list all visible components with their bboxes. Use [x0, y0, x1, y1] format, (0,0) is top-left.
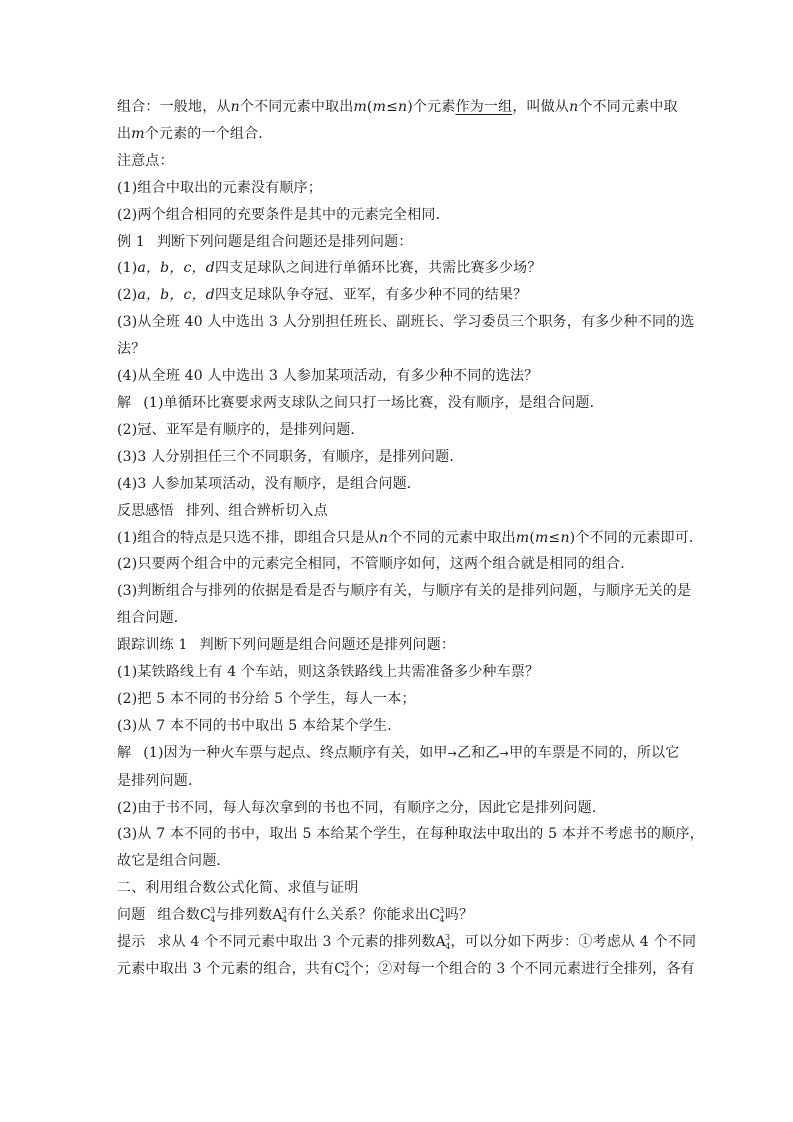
practice-1-heading — [117, 632, 682, 659]
text: 元素中取出 3 个元素的组合，共有 — [117, 961, 335, 977]
hint-line-2 — [117, 956, 695, 983]
example-1-q1 — [117, 255, 682, 282]
solution-label: 解 — [117, 744, 132, 761]
text: (2) — [117, 287, 138, 304]
text: 出 — [117, 125, 132, 142]
text: (1) — [117, 260, 138, 277]
le-symbol: ≤ — [386, 99, 399, 115]
text: 个元素 — [412, 99, 456, 115]
var-m: m — [515, 529, 530, 546]
hint-label: 提示 — [117, 934, 146, 951]
question-label: 问题 — [117, 907, 146, 924]
example-label: 例 1 — [117, 233, 145, 250]
notes-item-2: (2)两个组合相同的充要条件是其中的元素完全相同． — [117, 206, 450, 223]
text: 甲的车票是不同的，所以它 — [509, 744, 680, 761]
var-n: n — [560, 529, 570, 546]
var-n: n — [398, 99, 408, 115]
text: 求从 4 个不同元素中取出 3 个元素的排列数 — [157, 934, 436, 951]
var-m: m — [535, 529, 549, 546]
text: ( — [529, 529, 536, 546]
practice-1-p1: (1)某铁路线上有 4 个车站，则这条铁路线上共需准备多少种车票？ — [117, 664, 540, 681]
solution-2-s2: (2)由于书不同，每人每次拿到的书也不同，有顺序之分，因此它是排列问题． — [117, 799, 607, 816]
reflection-heading — [117, 498, 682, 525]
text: 个不同的元素即可． — [575, 529, 704, 546]
text: 个不同元素中取出 — [239, 99, 354, 115]
reflection-r2: (2)只要两个组合中的元素完全相同，不管顺序如何，这两个组合就是相同的组合． — [117, 556, 635, 573]
team-vars: a，b，c，d — [137, 287, 215, 304]
le-symbol: ≤ — [548, 529, 561, 546]
var-m: m — [372, 99, 387, 115]
notes-item-1: (1)组合中取出的元素没有顺序； — [117, 179, 323, 196]
reflection-title: 排列、组合辨析切入点 — [185, 502, 328, 519]
text: (1)单循环比赛要求两支球队之间只打一场比赛，没有顺序，是组合问题． — [143, 394, 604, 411]
var-m: m — [353, 99, 367, 115]
section-2-title: 二、利用组合数公式化简、求值与证明 — [117, 880, 359, 897]
text: 四支足球队之间进行单循环比赛，共需比赛多少场？ — [214, 260, 542, 277]
text: 有什么关系？你能求出 — [287, 907, 430, 924]
team-vars: a，b，c，d — [137, 260, 215, 277]
example-1-q2 — [117, 282, 682, 309]
definition-line-1 — [117, 94, 682, 121]
var-n: n — [230, 99, 240, 115]
text: 个不同元素中取 — [578, 99, 678, 115]
reflection-label: 反思感悟 — [117, 502, 174, 519]
text: 乙和乙 — [457, 744, 500, 761]
combination-symbol: C34 — [334, 960, 350, 978]
arrow-right-icon: → — [499, 746, 510, 760]
text: ，叫做从 — [512, 99, 570, 115]
text: 与排列数 — [215, 907, 273, 924]
text: ) — [569, 529, 576, 546]
solution-1-s1 — [117, 390, 682, 417]
solution-1-s4: (4)3 人参加某项活动，没有顺序，是组合问题． — [117, 475, 421, 492]
solution-1-s2: (2)冠、亚军是有顺序的，是排列问题． — [117, 421, 365, 438]
text: (1)因为一种火车票与起点、终点顺序有关，如甲 — [143, 744, 448, 761]
text: ) — [407, 99, 413, 115]
solution-2-s3-line-2: 故它是组合问题． — [117, 853, 231, 870]
var-n: n — [378, 529, 389, 546]
solution-label: 解 — [117, 394, 132, 411]
question — [117, 902, 682, 929]
solution-2-s3-line-1: (3)从 7 本不同的书中，取出 5 本给某个学生，在每种取法中取出的 5 本并不考虑书的顺序， — [117, 826, 704, 843]
notes-title: 注意点： — [117, 152, 174, 169]
permutation-symbol: A34 — [272, 906, 288, 925]
combination-symbol: C34 — [429, 906, 445, 925]
example-prompt: 判断下列问题是组合问题还是排列问题： — [156, 233, 413, 250]
text: 组合数 — [157, 907, 201, 924]
document-page — [117, 94, 704, 983]
example-1-heading — [117, 229, 682, 256]
hint-line-1 — [117, 929, 697, 956]
definition-line-2 — [117, 121, 682, 148]
text: (1)组合的特点是只选不排，即组合只是从 — [117, 529, 379, 546]
combination-symbol: C34 — [200, 906, 216, 925]
example-1-q3-line-1: (3)从全班 40 人中选出 3 人分别担任班长、副班长、学习委员三个职务，有多少种不同的选 — [117, 314, 695, 331]
practice-prompt: 判断下列问题是组合问题还是排列问题： — [199, 637, 456, 654]
text: 组合：一般地，从 — [117, 99, 231, 115]
text: 个不同的元素中取出 — [388, 529, 516, 546]
text: ( — [366, 99, 373, 115]
var-m: m — [131, 125, 145, 142]
underlined-term: 作为一组 — [455, 99, 513, 115]
solution-2-s1 — [117, 740, 682, 768]
var-n: n — [569, 99, 579, 115]
text: 个元素的一个组合． — [144, 125, 273, 142]
reflection-r3-line-2: 组合问题． — [117, 610, 188, 627]
permutation-symbol: A34 — [435, 933, 451, 952]
practice-label: 跟踪训练 1 — [117, 637, 188, 654]
example-1-q4: (4)从全班 40 人中选出 3 人参加某项活动，有多少种不同的选法？ — [117, 368, 539, 385]
example-1-q3-line-2: 法？ — [117, 341, 146, 358]
practice-1-p2: (2)把 5 本不同的书分给 5 个学生，每人一本； — [117, 690, 416, 707]
text: ，可以分如下两步：①考虑从 4 个不同 — [450, 934, 697, 951]
arrow-right-icon: → — [447, 746, 458, 760]
solution-2-s1-line-2: 是排列问题． — [117, 772, 203, 789]
reflection-r1 — [117, 525, 704, 552]
text: 个；②对每一个组合的 3 个不同元素进行全排列，各有 — [349, 961, 695, 977]
text: 吗？ — [444, 907, 474, 924]
solution-1-s3: (3)3 人分别担任三个不同职务，有顺序，是排列问题． — [117, 448, 464, 465]
reflection-r3-line-1: (3)判断组合与排列的依据是看是否与顺序有关，与顺序有关的是排列问题，与顺序无关的是 — [117, 583, 692, 600]
text: 四支足球队争夺冠、亚军，有多少种不同的结果？ — [214, 287, 528, 304]
practice-1-p3: (3)从 7 本不同的书中取出 5 本给某个学生． — [117, 717, 402, 734]
